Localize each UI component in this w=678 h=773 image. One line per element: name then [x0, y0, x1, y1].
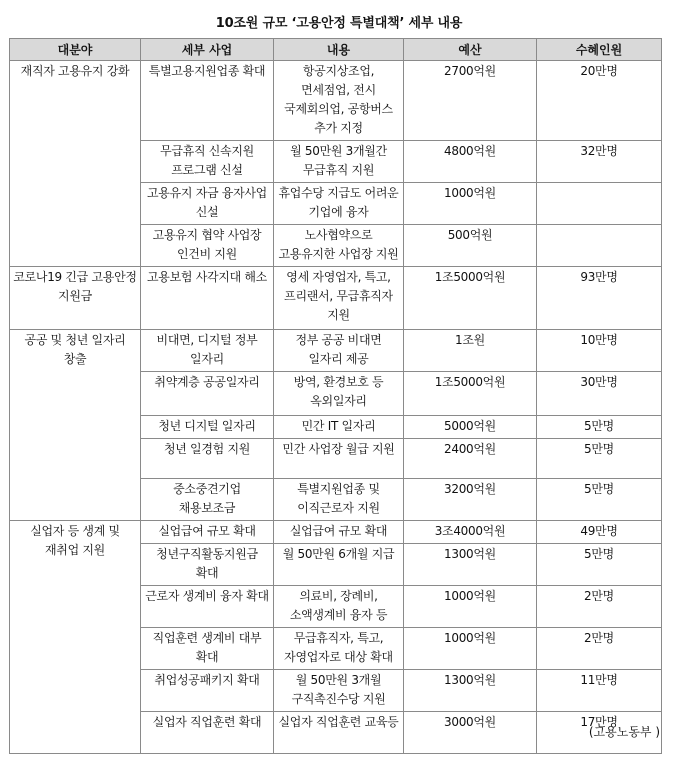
- content-cell: 특별지원업종 및 이직근로자 지원: [274, 479, 404, 521]
- budget-cell: 4800억원: [404, 141, 537, 183]
- column-header: 예산: [404, 39, 537, 61]
- column-header: 대분야: [10, 39, 141, 61]
- category-cell: 실업자 등 생계 및 재취업 지원: [10, 521, 141, 754]
- table-row: [10, 61, 662, 141]
- column-header: 내용: [274, 39, 404, 61]
- content-cell: 무급휴직자, 특고, 자영업자로 대상 확대: [274, 628, 404, 670]
- budget-cell: 3000억원: [404, 712, 537, 754]
- recipients-cell: 5만명: [537, 416, 662, 439]
- budget-cell: 3조4000억원: [404, 521, 537, 544]
- budget-cell: 2700억원: [404, 61, 537, 141]
- recipients-cell: 32만명: [537, 141, 662, 183]
- category-cell: 재직자 고용유지 강화: [10, 61, 141, 267]
- table-title: 10조원 규모 ‘고용안정 특별대책’ 세부 내용: [215, 16, 463, 31]
- program-cell: 고용유지 협약 사업장 인건비 지원: [141, 225, 274, 267]
- program-cell: 고용보험 사각지대 해소: [141, 267, 274, 330]
- recipients-cell: [537, 183, 662, 225]
- header-row: [10, 39, 662, 61]
- program-cell: 무급휴직 신속지원 프로그램 신설: [141, 141, 274, 183]
- recipients-cell: 17만명: [537, 712, 662, 754]
- program-cell: 취업성공패키지 확대: [141, 670, 274, 712]
- program-cell: 직업훈련 생계비 대부 확대: [141, 628, 274, 670]
- program-cell: 청년구직활동지원금 확대: [141, 544, 274, 586]
- category-cell: 코로나19 긴급 고용안정 지원금: [10, 267, 141, 330]
- program-cell: 특별고용지원업종 확대: [141, 61, 274, 141]
- budget-cell: 1조5000억원: [404, 267, 537, 330]
- program-cell: 실업자 직업훈련 확대: [141, 712, 274, 754]
- program-cell: 고용유지 자금 융자사업 신설: [141, 183, 274, 225]
- budget-cell: 500억원: [404, 225, 537, 267]
- program-cell: 청년 일경험 지원: [141, 439, 274, 479]
- program-cell: 실업급여 규모 확대: [141, 521, 274, 544]
- budget-cell: 1000억원: [404, 183, 537, 225]
- content-cell: 노사협약으로 고용유지한 사업장 지원: [274, 225, 404, 267]
- table-row: [10, 521, 662, 544]
- column-header: 세부 사업: [141, 39, 274, 61]
- content-cell: 항공지상조업, 면세점업, 전시 국제회의업, 공항버스 추가 지정: [274, 61, 404, 141]
- content-cell: 월 50만원 3개월 구직촉진수당 지원: [274, 670, 404, 712]
- recipients-cell: 2만명: [537, 628, 662, 670]
- program-cell: 비대면, 디지털 정부 일자리: [141, 330, 274, 372]
- recipients-cell: 5만명: [537, 479, 662, 521]
- budget-cell: 1조5000억원: [404, 372, 537, 416]
- source-note: (고용노동부 ): [588, 725, 660, 739]
- content-cell: 월 50만원 3개월간 무급휴직 지원: [274, 141, 404, 183]
- recipients-cell: 20만명: [537, 61, 662, 141]
- budget-cell: 2400억원: [404, 439, 537, 479]
- budget-cell: 5000억원: [404, 416, 537, 439]
- content-cell: 민간 사업장 월급 지원: [274, 439, 404, 479]
- recipients-cell: [537, 225, 662, 267]
- content-cell: 민간 IT 일자리: [274, 416, 404, 439]
- table-row: [10, 267, 662, 330]
- content-cell: 실업자 직업훈련 교육등: [274, 712, 404, 754]
- content-cell: 영세 자영업자, 특고, 프리랜서, 무급휴직자 지원: [274, 267, 404, 330]
- content-cell: 의료비, 장례비, 소액생계비 융자 등: [274, 586, 404, 628]
- budget-cell: 1000억원: [404, 586, 537, 628]
- recipients-cell: 5만명: [537, 544, 662, 586]
- content-cell: 실업급여 규모 확대: [274, 521, 404, 544]
- program-cell: 취약계층 공공일자리: [141, 372, 274, 416]
- category-cell: 공공 및 청년 일자리 창출: [10, 330, 141, 521]
- budget-cell: 3200억원: [404, 479, 537, 521]
- program-cell: 근로자 생계비 융자 확대: [141, 586, 274, 628]
- content-cell: 정부 공공 비대면 일자리 제공: [274, 330, 404, 372]
- budget-cell: 1000억원: [404, 628, 537, 670]
- recipients-cell: 49만명: [537, 521, 662, 544]
- budget-cell: 1조원: [404, 330, 537, 372]
- recipients-cell: 30만명: [537, 372, 662, 416]
- recipients-cell: 11만명: [537, 670, 662, 712]
- budget-table: [9, 38, 662, 754]
- content-cell: 휴업수당 지급도 어려운 기업에 융자: [274, 183, 404, 225]
- recipients-cell: 10만명: [537, 330, 662, 372]
- content-cell: 방역, 환경보호 등 옥외일자리: [274, 372, 404, 416]
- table-row: [10, 330, 662, 372]
- content-cell: 월 50만원 6개월 지급: [274, 544, 404, 586]
- budget-cell: 1300억원: [404, 670, 537, 712]
- budget-cell: 1300억원: [404, 544, 537, 586]
- recipients-cell: 93만명: [537, 267, 662, 330]
- recipients-cell: 5만명: [537, 439, 662, 479]
- recipients-cell: 2만명: [537, 586, 662, 628]
- program-cell: 중소중견기업 채용보조금: [141, 479, 274, 521]
- column-header: 수혜인원: [537, 39, 662, 61]
- program-cell: 청년 디지털 일자리: [141, 416, 274, 439]
